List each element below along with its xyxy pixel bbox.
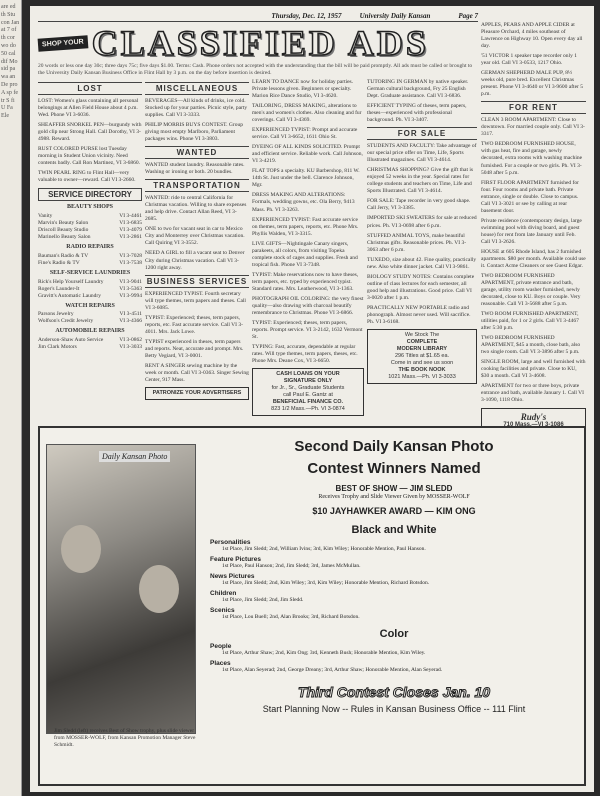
service-listing bbox=[38, 286, 142, 293]
service-listing bbox=[38, 344, 142, 351]
service-name: Marinello Beauty Salon bbox=[38, 234, 91, 241]
service-ad: TYPIST: Make reservations now to have theses, term papers, etc. typed by experienced typist. Standard rates. Mrs. Leatherwood, VI 3-1363. bbox=[252, 271, 359, 292]
rent-ad: FIRST FLOOR APARTMENT furnished for four. Four rooms and private bath. Private entrance, single or double. Close to campus. Call VI 3-3021 or see by calling at rear basement door. bbox=[481, 179, 579, 214]
transport-ad: ONE to two for vacant seat in car to Mexico City and Monterrey over Christmas vacation. Call Quiring VI 3-3552. bbox=[145, 226, 245, 247]
service-listing bbox=[38, 260, 142, 267]
photo-sign: Daily Kansan Photo bbox=[99, 451, 170, 462]
service-phone: VI 3-3033 bbox=[119, 344, 142, 351]
sale-ad: '51 VICTOR 1 speaker tape recorder only 1 year old. Call VI 3-0533, 1217 Ohio. bbox=[481, 53, 577, 67]
category-winners: 1st Place, Arthur Shaw; 2nd, Kim Ong; 3rd, Kenneth Bush; Honorable Mention, Kim Wiley. bbox=[222, 650, 426, 657]
bookshop-ad bbox=[367, 329, 477, 384]
transport-ad: WANTED: ride to central California for Christmas vacation. Willing to share expenses and help drive. Contact Allan Reed, VI 3-2685. bbox=[145, 195, 247, 223]
page-header bbox=[38, 12, 478, 22]
transport-ad: NEED A GIRL to fill a vacant seat to Denver City during Christmas vacation. Call VI 3-1200 right away. bbox=[145, 250, 245, 271]
service-listing bbox=[38, 279, 142, 286]
service-ad: EXPERIENCED TYPIST: Fast accurate service on themes, term papers, reports, etc. Phone Mrs. Phyllis Walden, VI 3-3315. bbox=[252, 216, 359, 237]
contest-title-1: Second Daily Kansan Photo bbox=[294, 438, 494, 455]
service-phone: VI 3-4461 bbox=[119, 213, 142, 220]
cash-loan-line: for Jr., Sr., Graduate Students bbox=[271, 385, 345, 392]
classified-title: CLASSIFIED ADS bbox=[91, 23, 429, 63]
third-contest-closes: Third Contest Closes Jan. 10 bbox=[297, 684, 491, 701]
cash-loan-line: call Paul E. Gantz at bbox=[283, 392, 333, 399]
bookshop-line: THE BOOK NOOK bbox=[398, 367, 446, 374]
rent-ad: CLEAN 3 ROOM APARTMENT: Close to downtown. For married couple only. Call VI 3-3317. bbox=[481, 117, 585, 138]
service-ad: DYEING OF ALL KINDS SOLICITED. Prompt and efficient service. Reliable work. Call Johnson, VI 3-4219. bbox=[252, 144, 363, 165]
sale-ad: GERMAN SHEPHERD MALE PUP, 8½ weeks old, pure bred. Excellent Christmas present. Phone VI 3-4640 or VI 3-9600 after 5 p.m. bbox=[481, 70, 583, 98]
service-group-title: WATCH REPAIRS bbox=[65, 302, 115, 309]
service-directory-title: SERVICE DIRECTORY bbox=[38, 188, 142, 201]
category-name: Feature Pictures bbox=[210, 555, 261, 563]
bookshop-line: 296 Titles at $1.65 ea. bbox=[394, 353, 450, 359]
lost-ad: TWIN PEARL RING to Flint Hall—very valuable to owner—reward. Call VI 3-2660. bbox=[38, 170, 136, 184]
section-business: BUSINESS SERVICES bbox=[146, 276, 248, 286]
section-wanted: WANTED bbox=[145, 146, 249, 159]
column-4 bbox=[367, 79, 477, 441]
service-name: Vanity bbox=[38, 213, 53, 220]
previous-page-text: are ed th Stu con Jan at 7 of th cor wo do 50 cal dif Mo sid pa wa an De pro A sp fe tr S fi U Fa Ele bbox=[1, 4, 20, 120]
column-3 bbox=[252, 79, 364, 441]
service-ad: LIVE GIFTS—Nightingale Canary singers, parakeets, all colors, from visiting Topeka complete stock of cages and supplies. Fresh and tropical fish. Phone VI 3-7348. bbox=[252, 240, 358, 268]
service-ad: PHOTOGRAPH OIL COLORING: the very finest quality—also drawing with charcoal beautify remembrance to Christmas. Phone VI 3-6866. bbox=[252, 295, 364, 316]
lost-ad: LOST: Women's glass containing all personal belongings at Allen Field House about 4 p.m. Wed. Phone VI 3-6036. bbox=[38, 98, 139, 119]
service-phone: VI 3-6835 bbox=[119, 220, 142, 227]
category-winners: 1st Place, Jim Sledd; 2nd, Jim Sledd. bbox=[222, 596, 304, 603]
category-name: People bbox=[210, 643, 232, 651]
service-name: Driscoll Beauty Studio bbox=[38, 227, 89, 234]
pizza-brand: Rudy's bbox=[520, 412, 547, 423]
rent-ad: TWO BEDROOM FURNISHED APARTMENT, $45 a month, close bath, also two single room. Call VI 3-3896 after 5 p.m. bbox=[481, 335, 581, 356]
newspaper-page bbox=[30, 6, 594, 792]
service-ad: EFFICIENT TYPING of theses, term papers, theses—experienced with professional background. Ph. VI 3-3407. bbox=[367, 103, 467, 124]
right-column bbox=[477, 22, 586, 442]
category-name: Places bbox=[210, 660, 231, 668]
service-listing bbox=[38, 318, 142, 325]
cash-loan-line: CASH LOANS ON YOUR bbox=[276, 371, 340, 378]
service-name: Roger's Launder-It bbox=[38, 285, 80, 292]
service-group-title: BEAUTY SHOPS bbox=[67, 204, 113, 211]
header-page: Page 7 bbox=[458, 12, 478, 20]
service-ad: EXPERIENCED TYPIST: Prompt and accurate service. Call VI 3-6652, 1611 Ohio St. bbox=[252, 127, 358, 141]
service-name: Fine's Radio & TV bbox=[38, 259, 80, 266]
category-name: Personalities bbox=[210, 539, 251, 546]
bookshop-line: We Stock The bbox=[404, 331, 440, 338]
service-phone: VI 3-4366 bbox=[119, 318, 142, 325]
service-phone: VI 3-0862 bbox=[119, 337, 142, 344]
service-listing bbox=[38, 220, 142, 227]
header-paper: University Daily Kansan bbox=[359, 12, 431, 20]
sale-ad: APPLES, PEARS AND APPLE CIDER at Pleasure Orchard, 4 miles southeast of Lawrence on Highway 10. Open every day all day. bbox=[481, 22, 583, 50]
contest-results bbox=[196, 434, 578, 778]
jayhawker-award: $10 JAYHAWKER AWARD — KIM ONG bbox=[312, 506, 476, 516]
best-of-show-sub: Receives Trophy and Slide Viewer Given by MOSSER-WOLF bbox=[318, 494, 470, 500]
service-listing bbox=[38, 253, 142, 260]
rent-ad: SINGLE ROOM, large and well furnished with cooking facilities and private. Close to KU, $30 a month. Call VI 3-4608. bbox=[481, 359, 586, 380]
sale-ad: TUXEDO, size about 42. Fine quality, practically new. Also white dinner jacket. Call VI 3-9861. bbox=[367, 256, 477, 270]
section-misc: MISCELLANEOUS bbox=[145, 82, 249, 95]
rent-ad: TWO BEDROOM FURNISHED APARTMENT, private entrance and bath, garage, utility room washer furnished, newly decorated, close to KU. Boys or couple. Very reasonable. Call VI 3-5688 after 5 p.m. bbox=[481, 272, 581, 308]
color-heading: Color bbox=[379, 628, 409, 641]
service-name: Jim Clark Motors bbox=[38, 344, 77, 351]
service-ad: FLAT TOPS a specialty. KU Barbershop, 811 W. 14th St. Just under the bell. Clarence Johnson, Mgr. bbox=[252, 168, 360, 189]
service-ad: TAILORING, DRESS MAKING, alterations to men's and women's clothes. Also cleaning and fur coverings. Call VI 3-4369. bbox=[252, 103, 362, 124]
sale-ad: PRACTICALLY NEW PORTABLE radio and phonograph. Almost never used. Will sacrifice. Ph. VI 3-6168. bbox=[367, 304, 471, 325]
service-phone: VI 3-9041 bbox=[119, 278, 142, 285]
rates-notice: 20 words or less one day 30c; three days 75c; five days $1.00. Terms: Cash. Phone orders not accepted with the understanding that the bill will be paid promptly. All ads must be called or brought to the University Daily Kansan Business Office in Flint Hall by 3 p.m. on the day before insertion is desired. bbox=[38, 63, 473, 76]
section-for-rent: FOR RENT bbox=[481, 101, 586, 114]
service-ad: TUTORING IN GERMAN by native speaker. German cultural background, Fry 25 English Dept. Graduate assistance. Call VI 3-6836. bbox=[367, 79, 469, 100]
category-name: Scenics bbox=[210, 606, 235, 614]
service-ad: DRESS MAKING AND ALTERATIONS: Formals, wedding gowns, etc. Ola Berry, 9413 Mass. Ph. VI 3-3263. bbox=[252, 192, 355, 213]
service-phone: VI 3-9994 bbox=[119, 292, 142, 299]
service-ad: TYPIST: Experienced; theses, term papers, reports. Prompt service. VI 3-2142, 1632 Vermont St. bbox=[252, 319, 363, 340]
start-planning: Start Planning Now -- Rules in Kansan Business Office -- 111 Flint bbox=[262, 704, 526, 715]
business-ad: EXPERIENCED TYPIST. Fourth secretary will type themes, term papers and theses. Call VI 3-6085. bbox=[145, 290, 246, 311]
contest-photo bbox=[46, 444, 196, 734]
service-name: Wolfson's Credit Jewelry bbox=[38, 318, 94, 325]
header-date: Thursday, Dec. 12, 1957 bbox=[271, 12, 342, 20]
color-categories bbox=[210, 643, 578, 674]
service-group-title: RADIO REPAIRS bbox=[66, 244, 114, 251]
service-name: Anderson-Shaw Auto Service bbox=[38, 337, 104, 344]
service-group-title: SELF-SERVICE LAUNDRIES bbox=[49, 269, 131, 276]
rent-ad: APARTMENT for two or three boys, private entrance and bath, available January 1. Call VI 3-1090, 1118 Ohio. bbox=[481, 383, 584, 404]
cash-loan-ad bbox=[252, 368, 364, 416]
service-directory bbox=[38, 204, 142, 351]
service-group-title: AUTOMOBILE REPAIRS bbox=[55, 328, 125, 335]
misc-ad: BEVERAGES—All kinds of drinks, ice cold. Stocked up for your parties. Picnic style, party supplies. Call VI 3-3333. bbox=[145, 98, 248, 119]
service-listing bbox=[38, 227, 142, 234]
service-ad: TYPING: Fast, accurate, dependable at regular rates. Will type themes, term papers, theses, etc. Phone Mrs. Deane Cox, VI 3-6650. bbox=[252, 344, 358, 365]
sale-ad: STUDENTS AND FACULTY: Take advantage of our special price offer on Time, Life, Sports Illustrated magazines. Call VI 3-4614. bbox=[367, 143, 477, 164]
service-phone: VI 3-7538 bbox=[119, 259, 142, 266]
contest-title-2: Contest Winners Named bbox=[307, 460, 481, 477]
section-lost: LOST bbox=[38, 82, 142, 95]
sale-ad: CHRISTMAS SHOPPING? Give the gift that is enjoyed 52 weeks in the year. Special rates for college students and teachers on Time, Life and Sports Illustrated. Call VI 3-4614. bbox=[367, 167, 474, 195]
cash-loan-line: SIGNATURE ONLY bbox=[283, 378, 333, 385]
sale-ad: IMPORTED SKI SWEATERS for sale at reduced prices. Ph. VI 3-0698 after 6 p.m. bbox=[367, 215, 477, 229]
rent-ad: HOUSE at 605 Rhode Island, has 2 furnished apartments. $80 per month. Available could use it. Contact Acme Cleaners or see Guest Edgar. bbox=[481, 248, 586, 269]
column-1 bbox=[38, 79, 142, 441]
person-left bbox=[61, 525, 101, 573]
previous-page-edge bbox=[0, 0, 22, 796]
service-phone: VI 3-7028 bbox=[119, 252, 142, 259]
photo-caption: Jim Sledd (left) receives Best of Show trophy, plus slide viewer from MOSSER-WOLF, from Kansan Promotion Manager Steve Schmidt. bbox=[54, 728, 196, 749]
misc-ad: PHILIP MORRIS BUYS CONTEST. Group giving most empty Marlboro, Parliament packages wins. Phone VI 3-3803. bbox=[145, 122, 243, 143]
person-right bbox=[139, 565, 179, 613]
category-winners: 1st Place, Lou Buell; 2nd, Alan Brooks; 3rd, Richard Botsdon. bbox=[222, 613, 360, 620]
business-ad: RENT A SINGER sewing machine by the week or month. Call VI 3-0363. Singer Sewing Center, 917 Mass. bbox=[145, 362, 249, 383]
rent-ad: TWO ROOM FURNISHED APARTMENT, utilities paid, for 1 or 2 girls. Call VI 3-4467 after 5:30 p.m. bbox=[481, 311, 579, 332]
service-name: Marvin's Beauty Salon bbox=[38, 220, 89, 227]
cash-loan-line: BENEFICIAL FINANCE CO. bbox=[272, 399, 344, 406]
service-ad: LEARN TO DANCE now for holiday parties. Private lessons given. Beginners or specialty. Marion Rice Dance Studio, VI 3-4620. bbox=[252, 79, 354, 100]
patronize-ad: PATRONIZE YOUR ADVERTISERS bbox=[145, 387, 249, 400]
lost-ad: SHEAFFER SNORKEL PEN—burgundy with gold clip near Strong Hall. Call Dorothy, VI 3-4988. Reward. bbox=[38, 122, 142, 143]
best-of-show: BEST OF SHOW — JIM SLEDD bbox=[335, 484, 453, 493]
bw-categories bbox=[210, 539, 578, 620]
photo-contest-ad bbox=[38, 426, 586, 786]
lost-ad: RUST COLORED PURSE lost Tuesday morning in Student Union vicinity. Need contents badly. Call Ron Martinez, VI 3-6860. bbox=[38, 146, 141, 167]
service-phone: VI 3-2861 bbox=[119, 234, 142, 241]
cash-loan-line: 823 1/2 Mass.—Ph. VI 3-0874 bbox=[271, 406, 345, 413]
service-listing bbox=[38, 337, 142, 344]
section-transportation: TRANSPORTATION bbox=[145, 179, 249, 192]
sale-ad: FOR SALE: Tape recorder in very good shape. Call Jerry, VI 3-3385. bbox=[367, 198, 471, 212]
service-listing bbox=[38, 293, 142, 300]
category-name: Children bbox=[210, 589, 237, 597]
service-listing bbox=[38, 213, 142, 220]
service-phone: VI 3-4511 bbox=[119, 311, 142, 318]
shop-your-tag: SHOP YOUR bbox=[38, 35, 89, 51]
bw-heading: Black and White bbox=[351, 524, 437, 536]
business-ad: TYPIST experienced in theses, term papers and reports. Neat, accurate and prompt. Mrs. Betty Vegiard, VI 3-0001. bbox=[145, 338, 244, 359]
rent-ad: TWO BEDROOM FURNISHED HOUSE, with gas heat, fire and garage, newly decorated, extra rooms with washing machine furnished. For a couple or two girls. Ph. VI 3-5048 after 5 p.m. bbox=[481, 141, 583, 176]
business-ad: TYPIST: Experienced; theses, term papers, reports, etc. Fast accurate service. Call VI 3-4011. Mrs. Jack Lowe. bbox=[145, 314, 243, 335]
service-name: Parsons Jewelry bbox=[38, 311, 74, 318]
category-winners: 1st Place, Alan Seyerad; 2nd, George Dreany; 3rd, Arthur Shaw; Honorable Mention, Alan Seyerad. bbox=[222, 667, 443, 674]
service-phone: VI 3-4079 bbox=[119, 227, 142, 234]
sale-ad: STUFFED ANIMAL TOYS, make beautiful Christmas gifts. Reasonable prices. Ph. VI 3-3063 after 6 p.m. bbox=[367, 232, 467, 253]
service-phone: VI 3-5363 bbox=[119, 285, 142, 292]
sale-ad: BIOLOGY STUDY NOTES: Contains complete outline of class lectures for each semester, all good help and illustrations. Good price. Call VI 3-0020 after 1 p.m. bbox=[367, 273, 475, 301]
classified-banner bbox=[38, 24, 477, 62]
service-name: Gravitt's Automatic Laundry bbox=[38, 292, 102, 299]
service-name: Rick's Help Yourself Laundry bbox=[38, 278, 104, 285]
bookshop-line: 1021 Mass.—Ph. VI 3-3033 bbox=[388, 374, 456, 381]
service-listing bbox=[38, 234, 142, 241]
bookshop-line: MODERN LIBRARY bbox=[396, 345, 448, 352]
rent-ad: Private residence (contemporary design, large swimming pool with diving board, and guest house) for rent from late January until Feb. Call VI 3-2626. bbox=[481, 217, 582, 245]
category-name: News Pictures bbox=[210, 572, 255, 580]
section-for-sale: FOR SALE bbox=[367, 127, 477, 140]
category-winners: 1st Place, Jim Sledd; 2nd, Kim Wiley; 3rd, Kim Wiley; Honorable Mention, Richard Botsdon. bbox=[222, 579, 430, 586]
column-2 bbox=[145, 79, 249, 441]
bookshop-line: Come in and see us soon bbox=[390, 360, 454, 367]
bookshop-line: COMPLETE bbox=[406, 338, 438, 345]
wanted-ad: WANTED student laundry. Reasonable rates. Washing or ironing or both. 20 bundles. bbox=[145, 162, 245, 176]
category-winners: 1st Place, Paul Hanson; 2nd, Jim Sledd; 3rd, James McMullan. bbox=[222, 562, 361, 569]
category-winners: 1st Place, Jim Sledd; 2nd, William Ivins; 3rd, Kim Wiley; Honorable Mention, Paul Hanson. bbox=[222, 546, 426, 552]
service-name: Bauman's Radio & TV bbox=[38, 252, 89, 259]
